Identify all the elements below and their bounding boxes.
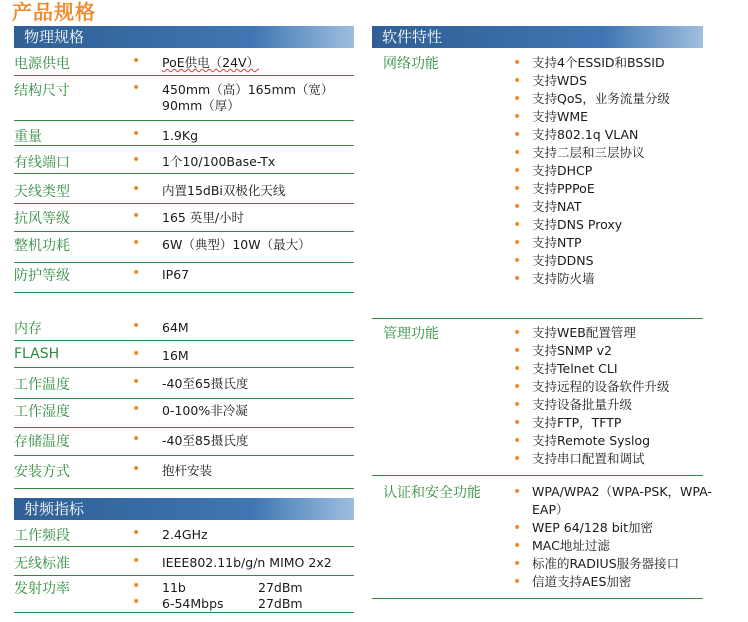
bullet-icon: •	[132, 578, 141, 594]
feature-item: • MAC地址过滤	[510, 537, 725, 555]
row-label: 天线类型	[14, 184, 70, 200]
group-label: 管理功能	[383, 326, 439, 342]
group-label: 认证和安全功能	[383, 485, 481, 501]
row-divider	[14, 145, 354, 146]
bullet-icon: •	[132, 53, 141, 69]
feature-item: • 信道支持AES加密	[510, 573, 725, 591]
row-divider	[14, 75, 354, 76]
feature-item: • 支持PPPoE	[510, 180, 725, 198]
feature-item: • 支持DHCP	[510, 162, 725, 180]
bullet-icon: •	[132, 152, 141, 168]
row-divider	[14, 488, 354, 489]
bullet-icon: •	[132, 208, 141, 224]
feature-list	[510, 483, 725, 591]
row-label: 结构尺寸	[14, 83, 70, 99]
bullet-icon: •	[132, 126, 141, 142]
page-title: 产品规格	[12, 0, 96, 24]
row-divider	[14, 120, 354, 121]
row-value: 165 英里/小时	[162, 210, 245, 225]
feature-item: • 支持SNMP v2	[510, 342, 725, 360]
section-header-rf	[14, 498, 354, 520]
row-divider	[14, 455, 354, 456]
row-divider	[14, 231, 354, 232]
row-label: 抗风等级	[14, 211, 70, 227]
row-divider	[14, 173, 354, 174]
group-label: 网络功能	[383, 56, 439, 72]
row-value: 1个10/100Base-Tx	[162, 154, 276, 169]
bullet-icon: •	[132, 525, 141, 541]
bullet-icon: •	[132, 318, 141, 334]
bullet-icon: •	[132, 80, 141, 96]
bullet-icon: •	[132, 553, 141, 569]
row-label: 存储温度	[14, 434, 70, 450]
row-value: 0-100%非冷凝	[162, 403, 248, 418]
row-label: 安装方式	[14, 464, 70, 480]
feature-item: • 支持WDS	[510, 72, 725, 90]
row-divider	[14, 427, 354, 428]
row-label: FLASH	[14, 346, 60, 362]
section-header-label: 射频指标	[24, 500, 85, 518]
feature-item: • 支持WEB配置管理	[510, 324, 725, 342]
row-divider	[14, 546, 354, 547]
row-value: 1.9Kg	[162, 128, 199, 143]
feature-item: • 支持串口配置和调试	[510, 450, 725, 468]
row-label: 工作频段	[14, 528, 70, 544]
row-label: 重量	[14, 129, 42, 145]
row-value: 内置15dBi双极化天线	[162, 183, 286, 198]
bullet-icon: •	[132, 374, 141, 390]
feature-item: • 支持FTP，TFTP	[510, 414, 725, 432]
row-divider	[14, 340, 354, 341]
feature-item: • 支持QoS，业务流量分级	[510, 90, 725, 108]
feature-item: • 支持WME	[510, 108, 725, 126]
row-value: 64M	[162, 320, 189, 335]
row-label: 工作温度	[14, 377, 70, 393]
bullet-icon: •	[132, 461, 141, 477]
feature-item: • 支持Remote Syslog	[510, 432, 725, 450]
row-divider	[14, 203, 354, 204]
feature-item: • WEP 64/128 bit加密	[510, 519, 725, 537]
feature-item: • 支持设备批量升级	[510, 396, 725, 414]
bullet-icon: •	[132, 265, 141, 281]
row-label: 发射功率	[14, 581, 70, 597]
row-divider	[14, 367, 354, 368]
row-value: 16M	[162, 348, 189, 363]
feature-item: • 支持NTP	[510, 234, 725, 252]
row-value: 6-54Mbps	[162, 596, 224, 611]
feature-item: • 标准的RADIUS服务器接口	[510, 555, 725, 573]
row-label: 无线标准	[14, 556, 70, 572]
row-value: IP67	[162, 267, 190, 282]
row-label: 内存	[14, 321, 42, 337]
row-value: PoE供电（24V）	[162, 55, 260, 70]
section-header-physical	[14, 26, 354, 48]
feature-item: • 支持4个ESSID和BSSID	[510, 54, 725, 72]
section-header-label: 软件特性	[382, 28, 443, 46]
row-value: -40至85摄氏度	[162, 433, 249, 448]
section-header-software	[372, 26, 703, 48]
row-value: 90mm（厚）	[162, 98, 240, 113]
feature-item: • 支持NAT	[510, 198, 725, 216]
group-divider	[372, 475, 703, 476]
row-value: 27dBm	[258, 596, 303, 611]
row-label: 整机功耗	[14, 238, 70, 254]
row-divider	[14, 575, 354, 576]
row-label: 工作湿度	[14, 404, 70, 420]
bullet-icon: •	[132, 594, 141, 610]
feature-item: • 支持远程的设备软件升级	[510, 378, 725, 396]
bullet-icon: •	[132, 401, 141, 417]
bullet-icon: •	[132, 431, 141, 447]
feature-item: • 支持防火墙	[510, 270, 725, 288]
feature-list	[510, 54, 725, 288]
section-header-label: 物理规格	[24, 28, 85, 46]
row-value: 27dBm	[258, 580, 303, 595]
row-label: 防护等级	[14, 268, 70, 284]
bullet-icon: •	[132, 181, 141, 197]
row-divider	[14, 398, 354, 399]
group-divider	[372, 318, 703, 319]
row-label: 电源供电	[14, 56, 70, 72]
feature-item: • 支持802.1q VLAN	[510, 126, 725, 144]
row-value: -40至65摄氏度	[162, 376, 249, 391]
row-value: 6W（典型）10W（最大）	[162, 237, 311, 252]
row-value: 2.4GHz	[162, 527, 208, 542]
feature-item: • 支持DDNS	[510, 252, 725, 270]
row-divider	[14, 612, 354, 613]
feature-item: • 支持Telnet CLI	[510, 360, 725, 378]
row-divider	[14, 292, 354, 293]
bullet-icon: •	[132, 235, 141, 251]
bullet-icon: •	[132, 346, 141, 362]
feature-item: • 支持二层和三层协议	[510, 144, 725, 162]
row-value: 450mm（高）165mm（宽）	[162, 82, 334, 97]
feature-list	[510, 324, 725, 468]
row-value: 11b	[162, 580, 186, 595]
row-label: 有线端口	[14, 155, 70, 171]
group-divider	[372, 598, 703, 599]
row-divider	[14, 262, 354, 263]
row-value: IEEE802.11b/g/n MIMO 2x2	[162, 555, 332, 570]
feature-item: • 支持DNS Proxy	[510, 216, 725, 234]
row-value: 抱杆安装	[162, 463, 213, 478]
feature-item: • WPA/WPA2（WPA-PSK，WPA-EAP）	[510, 483, 725, 519]
